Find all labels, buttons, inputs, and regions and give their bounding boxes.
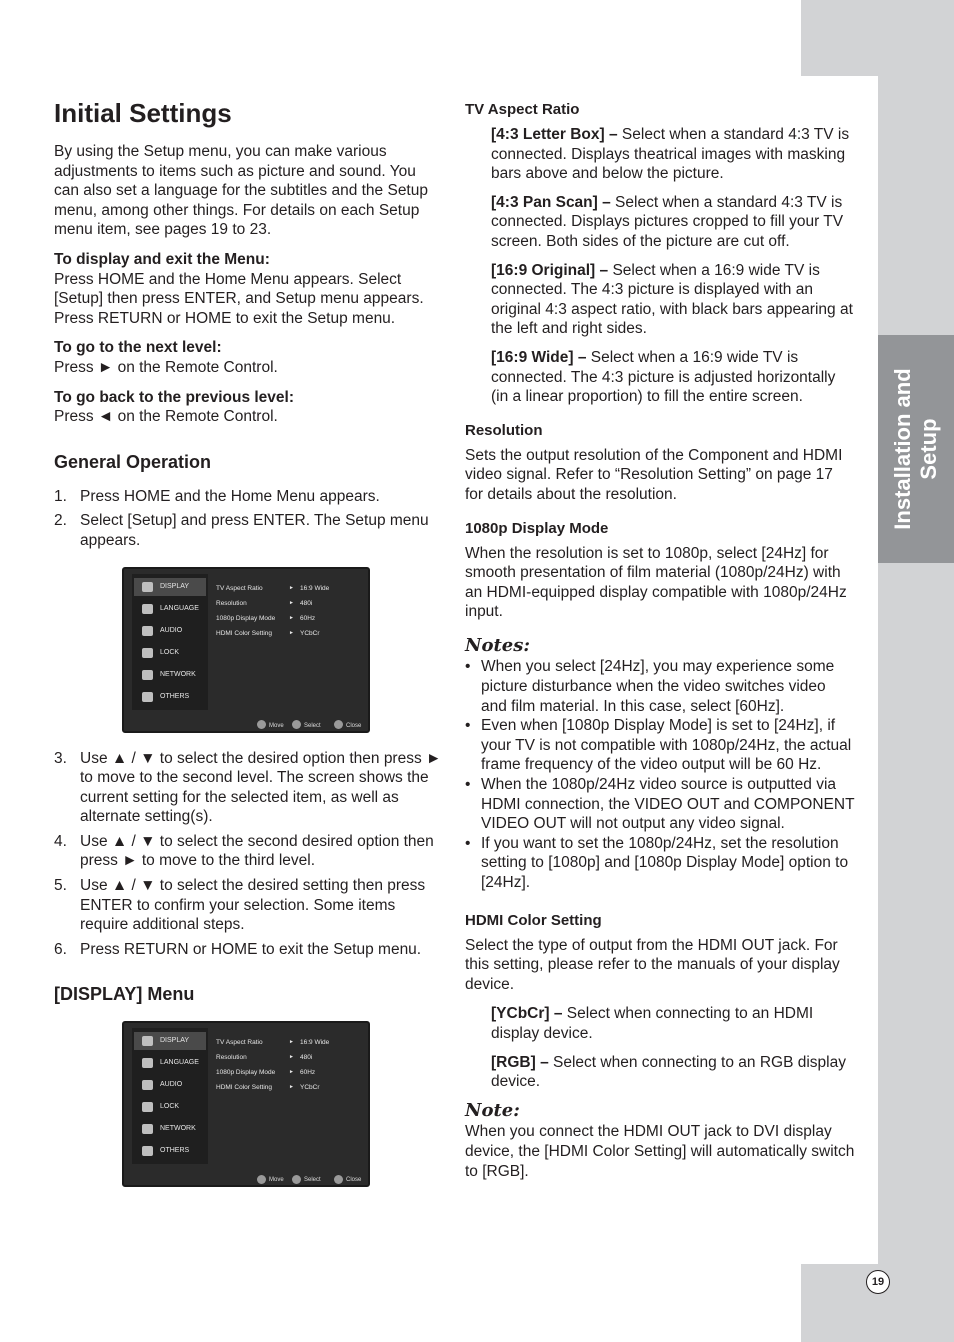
- note-item: • Even when [1080p Display Mode] is set to [24Hz], if your TV is not compatible with 1080p/24Hz, the actual frame frequency of the video output will be 60 Hz.: [465, 717, 852, 774]
- side-tab-strip: [878, 76, 954, 1264]
- step-number: 5.: [54, 877, 67, 895]
- page-number: 19: [866, 1270, 890, 1294]
- note-item: • When the 1080p/24Hz video source is outputted via HDMI connection, the VIDEO OUT and COMPONENT VIDEO OUT will not output any video signal.: [465, 776, 855, 833]
- screen-option-row: 1080p Display Mode ► 60Hz: [216, 614, 316, 622]
- note-item: • When you select [24Hz], you may experience some picture disturbance when the video switches video and film material. In this case, select [60Hz].: [465, 658, 835, 715]
- note-text: When you connect the HDMI OUT jack to DVI display device, the [HDMI Color Setting] will automatically switch to [RGB].: [465, 1123, 855, 1180]
- screen-option-row: TV Aspect Ratio ► 16:9 Wide: [216, 1039, 330, 1047]
- screen-option-row: HDMI Color Setting ► YCbCr: [216, 1084, 320, 1092]
- aspect-item: [16:9 Wide] – Select when a 16:9 wide TV is connected. The 4:3 picture is adjusted horizontally (in a linear proportion) to fill the entire screen.: [491, 348, 836, 406]
- lock-icon: [142, 648, 153, 658]
- step-number: 3.: [54, 749, 67, 767]
- screen-footer-select: Select: [292, 1171, 321, 1191]
- notes-heading: Notes:: [465, 634, 531, 656]
- tv-aspect-heading: TV Aspect Ratio: [465, 101, 580, 118]
- note-heading: Note:: [465, 1099, 520, 1121]
- right-column: [465, 100, 855, 1191]
- hdmi-item: [RGB] – Select when connecting to an RGB display device.: [491, 1053, 846, 1091]
- display-exit-heading: To display and exit the Menu:: [54, 250, 270, 268]
- select-icon: [292, 1175, 301, 1184]
- hdmi-color-heading: HDMI Color Setting: [465, 911, 602, 929]
- screen-sidebar: [132, 574, 208, 710]
- screen-option-row: HDMI Color Setting ► YCbCr: [216, 629, 320, 637]
- screen-options: [216, 1033, 366, 1093]
- screen-option-row: 1080p Display Mode ► 60Hz: [216, 1069, 316, 1077]
- hdmi-item: [YCbCr] – Select when connecting to an HDMI display device.: [491, 1005, 814, 1042]
- screen-footer-close: Close: [334, 717, 361, 737]
- display-mode-text: When the resolution is set to 1080p, select [24Hz] for smooth presentation of film material (1080p/24Hz) with an HDMI-equipped display compatible with 1080p/24Hz input.: [465, 544, 847, 621]
- screen-option-row: Resolution ► 480i: [216, 599, 313, 607]
- aspect-item: [4:3 Letter Box] – Select when a standard 4:3 TV is connected. Displays theatrical images with masking bars above and below the picture.: [491, 126, 850, 183]
- screen-options: [216, 579, 366, 639]
- prev-level-heading: To go back to the previous level:: [54, 388, 295, 406]
- audio-icon: [142, 1080, 153, 1090]
- resolution-text: Sets the output resolution of the Component and HDMI video signal. Refer to “Resolution Setting” on page 17 for details about the resolution.: [465, 446, 843, 503]
- screen-footer-move: Move: [257, 717, 284, 737]
- next-level-text: Press ► on the Remote Control.: [54, 358, 278, 376]
- screen-option-row: Resolution ► 480i: [216, 1054, 313, 1062]
- display-menu-screenshot: [122, 1021, 370, 1187]
- screen-menu-language: LANGUAGE: [134, 600, 206, 618]
- audio-icon: [142, 626, 153, 636]
- move-icon: [257, 720, 266, 729]
- display-menu-heading: [DISPLAY] Menu: [54, 984, 195, 1005]
- hdmi-color-text: Select the type of output from the HDMI OUT jack. For this setting, please refer to the manuals of your display device.: [465, 936, 840, 993]
- aspect-item: [4:3 Pan Scan] – Select when a standard 4:3 TV is connected. Displays pictures cropped to fill your TV screen. Both sides of the picture are cut off.: [491, 193, 844, 250]
- next-level-heading: To go to the next level:: [54, 339, 222, 357]
- screen-menu-display: DISPLAY: [134, 1032, 206, 1050]
- setup-menu-screenshot: [122, 567, 370, 733]
- screen-footer-move: Move: [257, 1171, 284, 1191]
- screen-option-row: TV Aspect Ratio ► 16:9 Wide: [216, 584, 330, 592]
- steps-list-b: [54, 749, 444, 960]
- screen-footer: [124, 711, 368, 731]
- close-icon: [334, 1175, 343, 1184]
- step-item: [54, 876, 444, 935]
- others-icon: [142, 1146, 153, 1156]
- screen-menu-language: LANGUAGE: [134, 1054, 206, 1072]
- display-icon: [142, 1036, 153, 1046]
- step-item: [54, 487, 444, 507]
- close-icon: [334, 720, 343, 729]
- display-mode-heading: 1080p Display Mode: [465, 519, 609, 537]
- step-number: 6.: [54, 940, 67, 958]
- network-icon: [142, 1124, 153, 1134]
- step-number: 2.: [54, 512, 67, 530]
- step-text: Use ▲ / ▼ to select the desired option then press ► to move to the second level. The screen shows the current setting for the selected item, as well as alternate setting(s).: [80, 749, 442, 826]
- screen-menu-others: OTHERS: [134, 688, 206, 706]
- move-icon: [257, 1175, 266, 1184]
- step-text: Press HOME and the Home Menu appears.: [80, 487, 380, 505]
- display-icon: [142, 582, 153, 592]
- screen-menu-network: NETWORK: [134, 1120, 206, 1138]
- prev-level-text: Press ◄ on the Remote Control.: [54, 408, 278, 426]
- others-icon: [142, 692, 153, 702]
- display-exit-text-2: Press RETURN or HOME to exit the Setup menu.: [54, 309, 396, 327]
- step-number: 1.: [54, 487, 67, 505]
- screen-footer-select: Select: [292, 717, 321, 737]
- step-text: Press RETURN or HOME to exit the Setup menu.: [80, 940, 422, 958]
- note-item: • If you want to set the 1080p/24Hz, set the resolution setting to [1080p] and [1080p Display Mode] option to [24Hz].: [465, 834, 849, 891]
- page-title: Initial Settings: [54, 98, 232, 128]
- step-text: Use ▲ / ▼ to select the second desired option then press ► to move to the third level.: [80, 832, 434, 870]
- screen-menu-lock: LOCK: [134, 644, 206, 662]
- screen-menu-others: OTHERS: [134, 1142, 206, 1160]
- step-item: [54, 940, 444, 960]
- step-number: 4.: [54, 832, 67, 850]
- step-item: [54, 749, 444, 827]
- general-operation-heading: General Operation: [54, 451, 212, 472]
- language-icon: [142, 1058, 153, 1068]
- screen-footer-close: Close: [334, 1171, 361, 1191]
- display-exit-text-1: Press HOME and the Home Menu appears. Select [Setup] then press ENTER, and Setup menu appears.: [54, 270, 424, 308]
- step-item: [54, 511, 444, 550]
- resolution-heading: Resolution: [465, 421, 543, 439]
- lock-icon: [142, 1102, 153, 1112]
- notes-list: [465, 657, 855, 892]
- steps-list-a: [54, 487, 444, 551]
- side-tab-top: [801, 0, 954, 76]
- aspect-item: [16:9 Original] – Select when a 16:9 wide TV is connected. The 4:3 picture is displayed with an original 4:3 aspect ratio, with black bars appearing at the left and right sides.: [491, 261, 853, 338]
- screen-menu-lock: LOCK: [134, 1098, 206, 1116]
- step-text: Use ▲ / ▼ to select the desired setting then press ENTER to confirm your selection. Some items require additional steps.: [80, 877, 426, 934]
- select-icon: [292, 720, 301, 729]
- section-tab-label: Installation and Setup: [890, 368, 941, 530]
- network-icon: [142, 670, 153, 680]
- language-icon: [142, 604, 153, 614]
- screen-menu-audio: AUDIO: [134, 1076, 206, 1094]
- step-text: Select [Setup] and press ENTER. The Setup menu appears.: [80, 512, 429, 549]
- screen-menu-display: DISPLAY: [134, 578, 206, 596]
- intro-paragraph: By using the Setup menu, you can make various adjustments to items such as picture and sound. You can also set a language for the subtitles and the Setup menu, among other things. For details on each Setup menu item, see pages 19 to 23.: [54, 143, 428, 239]
- screen-menu-network: NETWORK: [134, 666, 206, 684]
- screen-footer: [124, 1165, 368, 1185]
- left-column: [54, 96, 444, 1203]
- screen-menu-audio: AUDIO: [134, 622, 206, 640]
- step-item: [54, 832, 444, 871]
- screen-sidebar: [132, 1028, 208, 1164]
